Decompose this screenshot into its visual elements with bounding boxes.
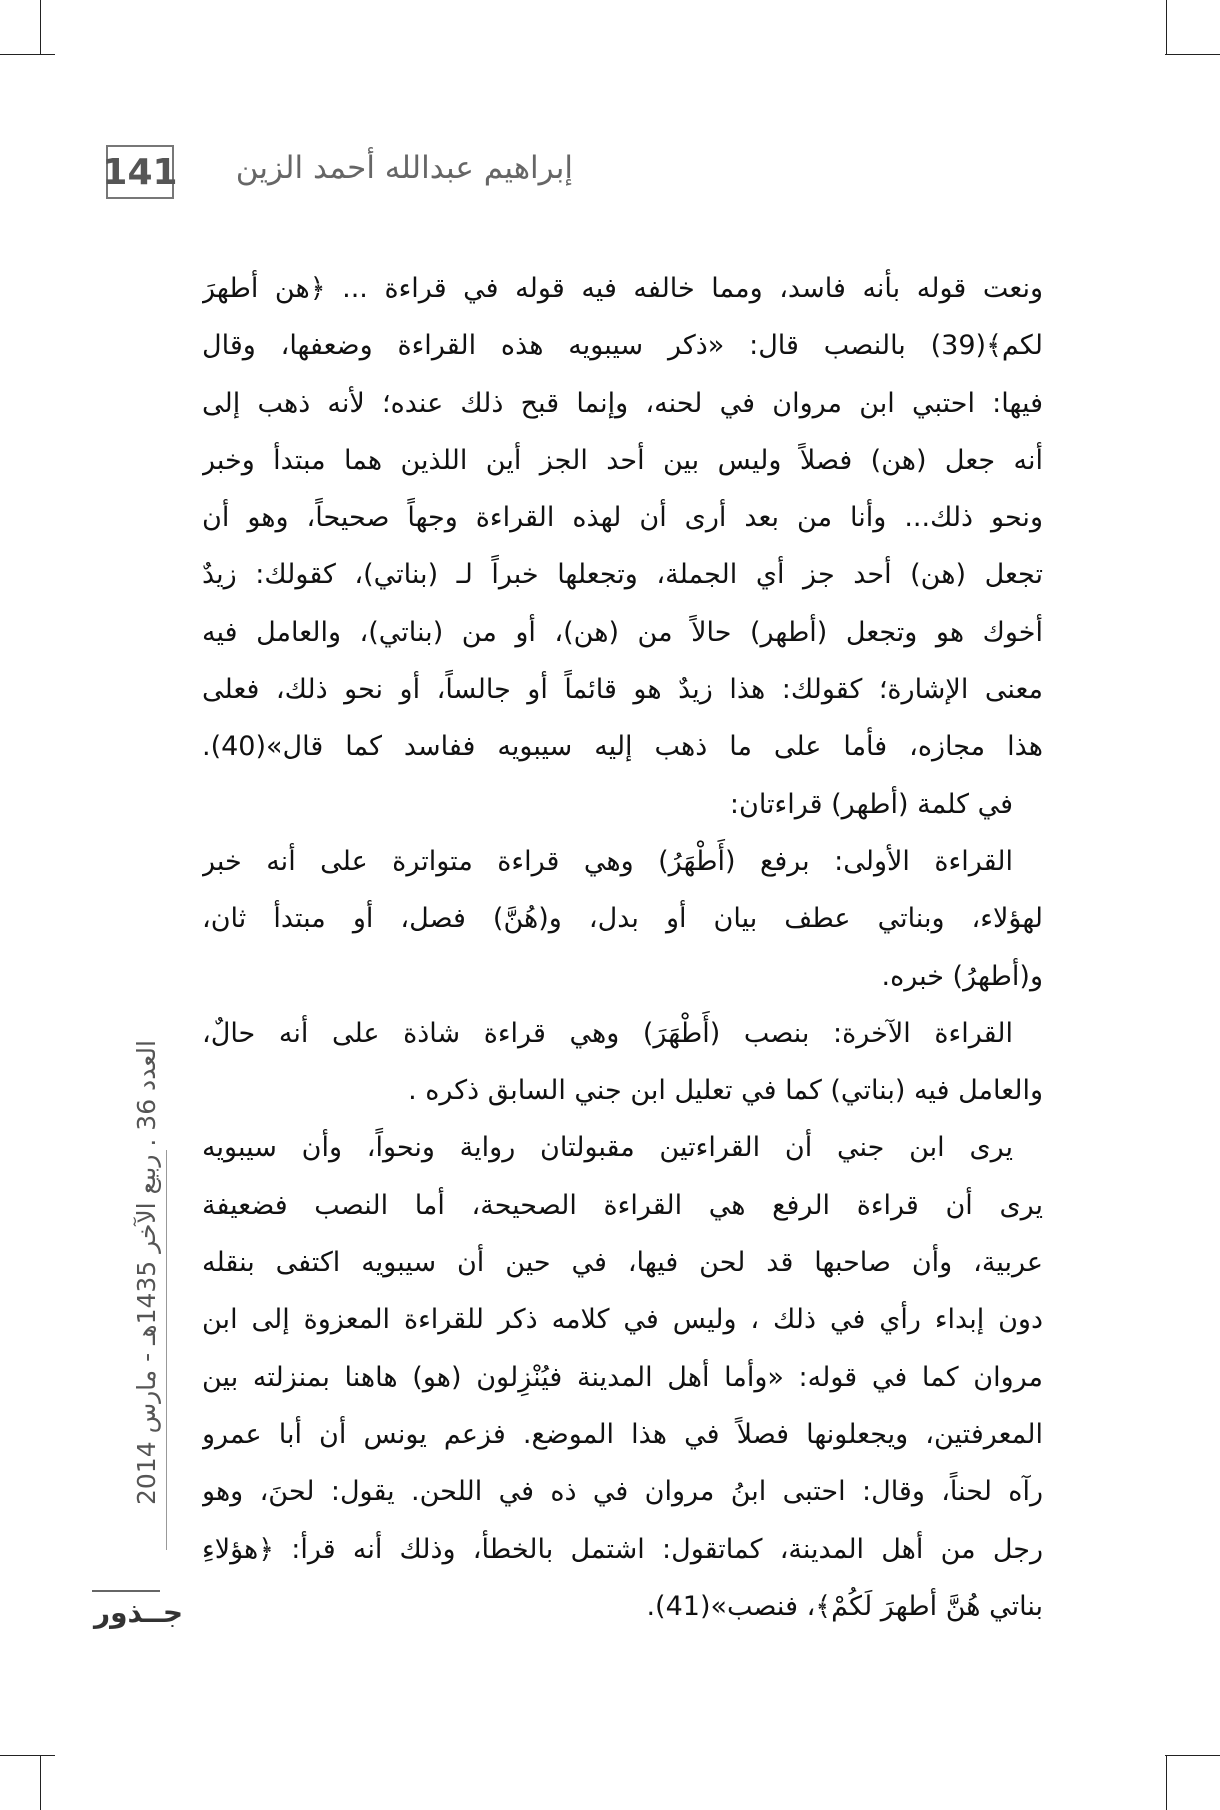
text-line: معنى الإشارة؛ كقولك: هذا زيدٌ هو قائماً أو جالساً، أو نحو ذلك، فعلى bbox=[202, 674, 1043, 706]
journal-logo: جــذور bbox=[94, 1596, 184, 1629]
text-line: هذا مجازه، فأما على ما ذهب إليه سيبويه ففاسد كما قال»(40). bbox=[202, 731, 1043, 763]
running-header: إبراهيم عبدالله أحمد الزين bbox=[235, 150, 573, 186]
text-line: يرى أن قراءة الرفع هي القراءة الصحيحة، أما النصب فضعيفة bbox=[202, 1189, 1043, 1221]
page-number: 141 bbox=[106, 145, 174, 199]
text-line: بناتي هُنَّ أطهرَ لَكُمْ﴾، فنصب»(41). bbox=[646, 1590, 1043, 1622]
text-line: القراءة الآخرة: بنصب (أَطْهَرَ) وهي قراءة شاذة على أنه حالٌ، bbox=[202, 1017, 1013, 1049]
text-line: عربية، وأن صاحبها قد لحن فيها، في حين أن سيبويه اكتفى بنقله bbox=[202, 1247, 1043, 1279]
issue-info: العدد 36 . ربيع الآخر 1435هـ - مارس 2014 bbox=[132, 1040, 161, 1505]
text-line: تجعل (هن) أحد جز أي الجملة، وتجعلها خبراً لـ (بناتي)، كقولك: زيدٌ bbox=[202, 559, 1043, 591]
text-line: المعرفتين، ويجعلونها فصلاً في هذا الموضع. فزعم يونس أن أبا عمرو bbox=[202, 1418, 1043, 1450]
text-line: والعامل فيه (بناتي) كما في تعليل ابن جني السابق ذكره . bbox=[408, 1075, 1043, 1107]
text-line: أنه جعل (هن) فصلاً وليس بين أحد الجز أين اللذين هما مبتدأ وخبر bbox=[202, 444, 1043, 476]
text-line: القراءة الأولى: برفع (أَطْهَرُ) وهي قراءة متواترة على أنه خبر bbox=[202, 845, 1013, 877]
crop-mark bbox=[1166, 0, 1167, 55]
text-line: رجل من أهل المدينة، كماتقول: اشتمل بالخطأ، وذلك أنه قرأ: ﴿هؤلاءِ bbox=[202, 1533, 1043, 1565]
section-heading: في كلمة (أطهر) قراءتان: bbox=[729, 788, 1013, 820]
text-line: لهؤلاء، وبناتي عطف بيان أو بدل، و(هُنَّ) فصل، أو مبتدأ ثان، bbox=[202, 903, 1043, 935]
text-line: ونحو ذلك... وأنا من بعد أرى أن لهذه القراءة وجهاً صحيحاً، وهو أن bbox=[202, 502, 1043, 534]
crop-mark bbox=[40, 1755, 41, 1810]
crop-mark bbox=[0, 1755, 55, 1756]
text-line: رآه لحناً، وقال: احتبى ابنُ مروان في ذه في اللحن. يقول: لحنَ، وهو bbox=[202, 1476, 1043, 1508]
logo-divider bbox=[92, 1590, 160, 1592]
text-line: لكم﴾(39) بالنصب قال: «ذكر سيبويه هذه القراءة وضعفها، وقال bbox=[202, 330, 1043, 362]
crop-mark bbox=[1165, 1755, 1220, 1756]
text-line: ونعت قوله بأنه فاسد، ومما خالفه فيه قوله في قراءة ... ﴿هن أطهرَ bbox=[202, 273, 1043, 304]
crop-mark bbox=[40, 0, 41, 55]
text-line: و(أطهرُ) خبره. bbox=[881, 960, 1043, 992]
body-text bbox=[202, 260, 1043, 1635]
text-line: فيها: احتبي ابن مروان في لحنه، وإنما قبح ذلك عنده؛ لأنه ذهب إلى bbox=[202, 387, 1043, 419]
crop-mark bbox=[0, 54, 55, 55]
text-line: دون إبداء رأي في ذلك ، وليس في كلامه ذكر للقراءة المعزوة إلى ابن bbox=[202, 1304, 1043, 1336]
text-line: أخوك هو وتجعل (أطهر) حالاً من (هن)، أو من (بناتي)، والعامل فيه bbox=[202, 616, 1043, 648]
crop-mark bbox=[1166, 1755, 1167, 1810]
crop-mark bbox=[1165, 54, 1220, 55]
text-line: مروان كما في قوله: «وأما أهل المدينة فيُنْزِلون (هو) هاهنا بمنزلته بين bbox=[202, 1361, 1043, 1393]
side-divider bbox=[166, 1150, 167, 1550]
text-line: يرى ابن جني أن القراءتين مقبولتان رواية ونحواً، وأن سيبويه bbox=[202, 1132, 1013, 1164]
